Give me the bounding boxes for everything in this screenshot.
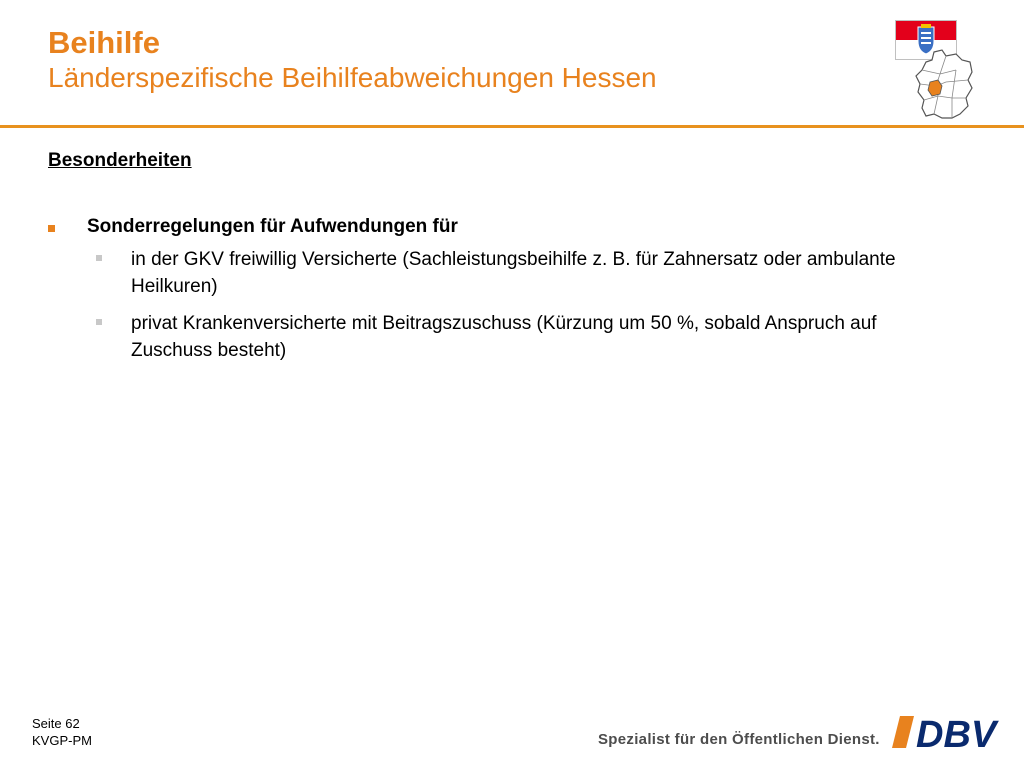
bullet-square-icon [48, 225, 55, 232]
footer-info [32, 715, 92, 749]
document-id: KVGP-PM [32, 733, 92, 748]
bullet-text: Sonderregelungen für Aufwendungen für [87, 216, 458, 237]
dbv-logo [892, 714, 1004, 750]
sub-bullet-item [96, 310, 956, 364]
title-block [48, 24, 657, 96]
germany-map-icon [912, 48, 976, 122]
sub-bullet-square-icon [96, 255, 102, 261]
sub-bullet-text: in der GKV freiwillig Versicherte (Sachleistungsbeihilfe z. B. für Zahnersatz oder ambulante Heilkuren) [131, 249, 896, 297]
bullet-item [48, 216, 968, 238]
sub-bullet-item [96, 246, 956, 300]
page-subtitle: Länderspezifische Beihilfeabweichungen Hessen [48, 62, 657, 93]
footer-slogan: Spezialist für den Öffentlichen Dienst. [598, 731, 880, 748]
logo-text: DBV [916, 714, 997, 750]
sub-bullet-list [96, 246, 956, 374]
page-number: Seite 62 [32, 716, 80, 731]
page-title: Beihilfe [48, 25, 160, 60]
sub-bullet-square-icon [96, 319, 102, 325]
sub-bullet-text: privat Krankenversicherte mit Beitragszuschuss (Kürzung um 50 %, sobald Anspruch auf Zuschuss besteht) [131, 313, 877, 361]
title-divider [0, 125, 1024, 128]
section-heading: Besonderheiten [48, 150, 192, 171]
